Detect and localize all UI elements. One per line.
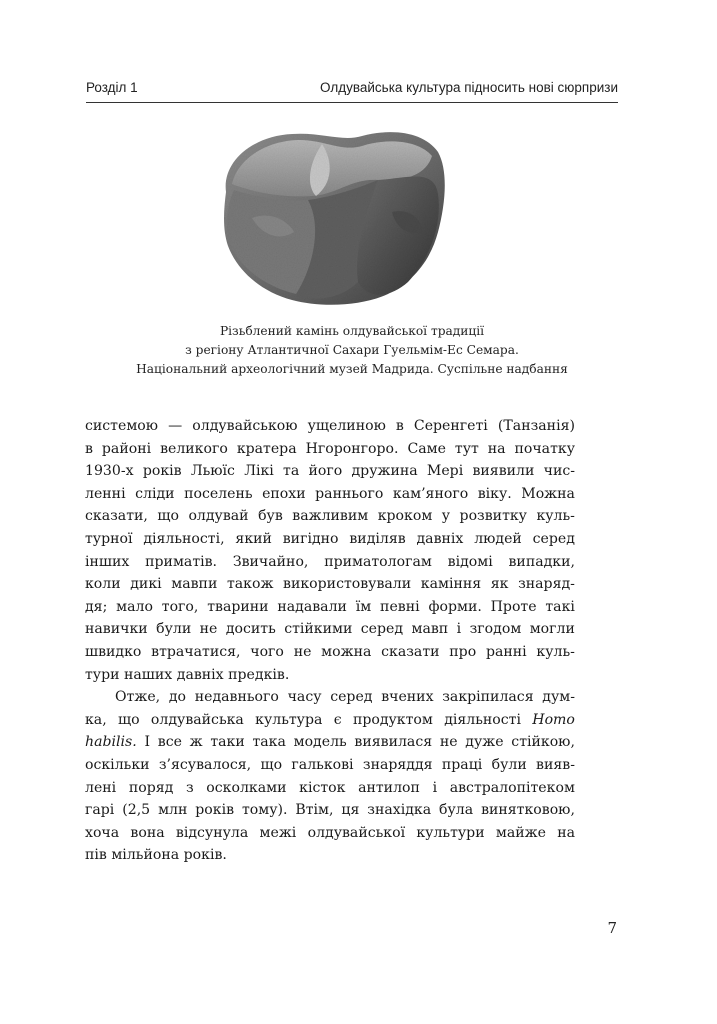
chapter-label: Розділ 1: [86, 80, 138, 95]
body-line: системою — олдувайською ущелиною в Серенгеті (Танзанія): [85, 418, 575, 434]
body-line: дя; мало того, тварини надавали їм певні форми. Проте такі: [85, 598, 575, 615]
caption-line: Різьблений камінь олдувайської традиції: [219, 324, 485, 338]
body-line: інших приматів. Звичайно, приматологам відомі випадки,: [85, 553, 575, 570]
body-line: сказати, що олдувай був важливим кроком у розвитку куль-: [85, 508, 575, 525]
body-line: турної діяльності, який вигідно виділяв давніх людей серед: [85, 530, 575, 547]
stone-tool-image: [212, 122, 452, 310]
body-line: ленні сліди поселень епохи раннього кам’яного віку. Можна: [85, 485, 575, 502]
body-line: лені поряд з осколками кісток антилоп і австралопітеком: [85, 779, 575, 796]
body-line: 1930-х років Льюїс Лікі та його дружина Мері виявили чис-: [85, 463, 575, 480]
body-line: хоча вона відсунула межі олдувайської культури майже на: [85, 824, 575, 841]
body-line: habilis. І все ж таки така модель виявилася не дуже стійкою,: [85, 734, 575, 751]
body-line: швидко втрачатися, чого не можна сказати про ранні куль-: [85, 643, 575, 660]
body-line: оскільки з’ясувалося, що галькові знаряддя праці були вияв-: [85, 756, 575, 773]
body-line: тури наших давніх предків.: [85, 666, 290, 683]
figure-caption: [86, 322, 618, 379]
body-line: гарі (2,5 млн років тому). Втім, ця знахідка була винятковою,: [85, 802, 575, 819]
body-line: ка, що олдувайська культура є продуктом діяльності Homo: [85, 711, 575, 728]
body-line: коли дикі мавпи також використовували каміння як знаряд-: [85, 576, 575, 593]
body-line: навички були не досить стійкими серед мавп і згодом могли: [85, 621, 575, 638]
caption-line: Національний археологічний музей Мадрида. Суспільне надбання: [136, 362, 568, 376]
body-line: в районі великого кратера Нгоронгоро. Саме тут на початку: [85, 440, 575, 457]
page-number: 7: [607, 919, 617, 937]
header-rule: [86, 102, 618, 103]
body-line: пів мільйона років.: [85, 847, 227, 864]
body-text: [85, 415, 575, 867]
running-head: [86, 80, 618, 100]
caption-line: з регіону Атлантичної Сахари Гуельмім-Ес Семара.: [185, 343, 519, 357]
chapter-title: Олдувайська культура підносить нові сюрпризи: [319, 80, 618, 95]
body-line: Отже, до недавнього часу серед вчених закріпилася дум-: [115, 689, 575, 706]
